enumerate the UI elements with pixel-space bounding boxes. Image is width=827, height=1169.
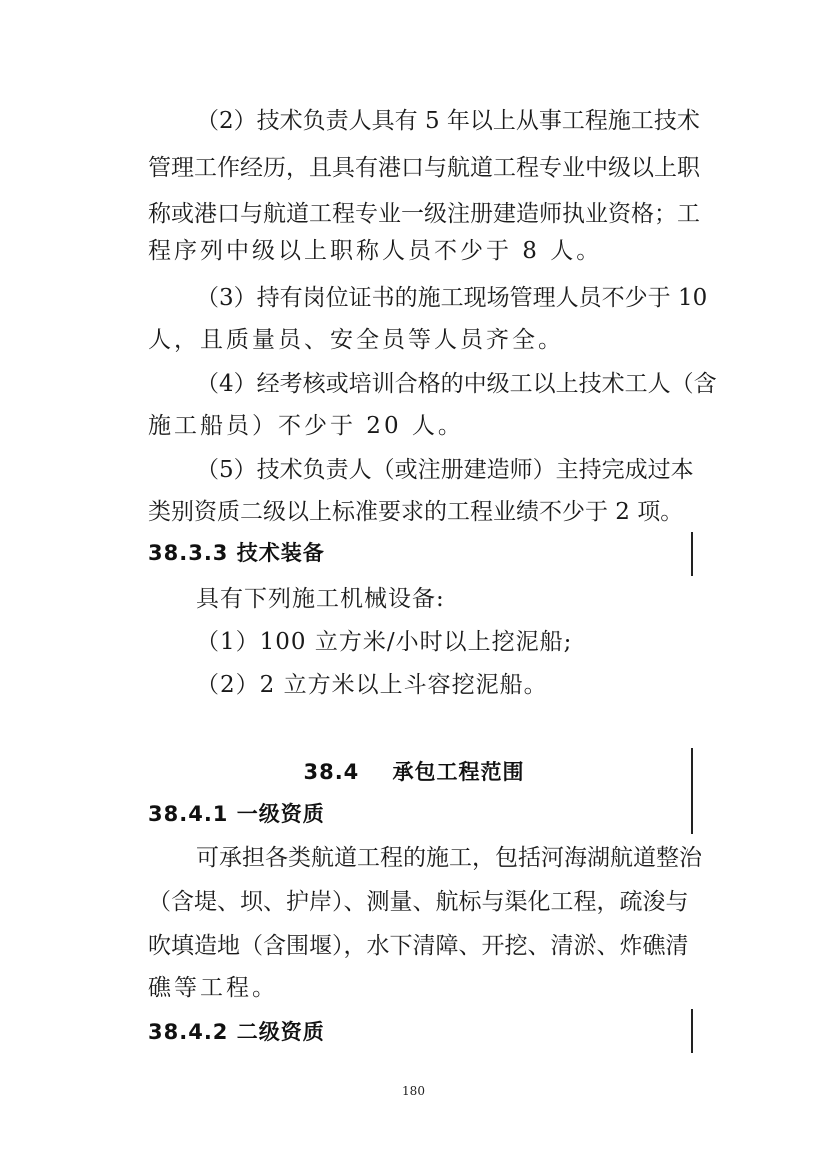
body-text-line: 类别资质二级以上标准要求的工程业绩不少于 2 项。 (148, 499, 684, 525)
body-text-line: 礁等工程。 (148, 975, 278, 1001)
body-text-line: 管理工作经历，且具有港口与航道工程专业中级以上职 (148, 155, 700, 181)
section-heading-38-4-2: 38.4.2 二级资质 (148, 1020, 325, 1044)
revision-bar (691, 1009, 693, 1053)
body-text-line: （1）100 立方米/小时以上挖泥船; (196, 629, 573, 655)
revision-bar (691, 748, 693, 834)
section-heading-38-4: 38.4 承包工程范围 (303, 760, 525, 784)
revision-bar (691, 532, 693, 576)
page-number: 180 (402, 1084, 425, 1098)
body-text-line: 人，且质量员、安全员等人员齐全。 (148, 327, 564, 353)
body-text-line: （3）持有岗位证书的施工现场管理人员不少于 10 (196, 285, 708, 311)
body-text-line: （含堤、坝、护岸）、测量、航标与渠化工程，疏浚与 (148, 889, 689, 915)
body-text-line: （4）经考核或培训合格的中级工以上技术工人（含 (196, 371, 717, 397)
body-text-line: 吹填造地（含围堰），水下清障、开挖、清淤、炸礁清 (148, 933, 689, 959)
body-text-line: （2）2 立方米以上斗容挖泥船。 (196, 672, 548, 698)
body-text-line: 施工船员）不少于 20 人。 (148, 413, 464, 439)
body-text-line: 称或港口与航道工程专业一级注册建造师执业资格；工 (148, 201, 700, 227)
section-heading-38-4-1: 38.4.1 一级资质 (148, 802, 325, 826)
body-text-line: 可承担各类航道工程的施工，包括河海湖航道整治 (196, 845, 702, 871)
body-text-line: （5）技术负责人（或注册建造师）主持完成过本 (196, 457, 694, 483)
section-heading-38-3-3: 38.3.3 技术装备 (148, 541, 325, 565)
body-text-line: （2）技术负责人具有 5 年以上从事工程施工技术 (196, 108, 700, 134)
body-text-line: 具有下列施工机械设备: (196, 586, 445, 612)
body-text-line: 程序列中级以上职称人员不少于 8 人。 (148, 238, 603, 264)
